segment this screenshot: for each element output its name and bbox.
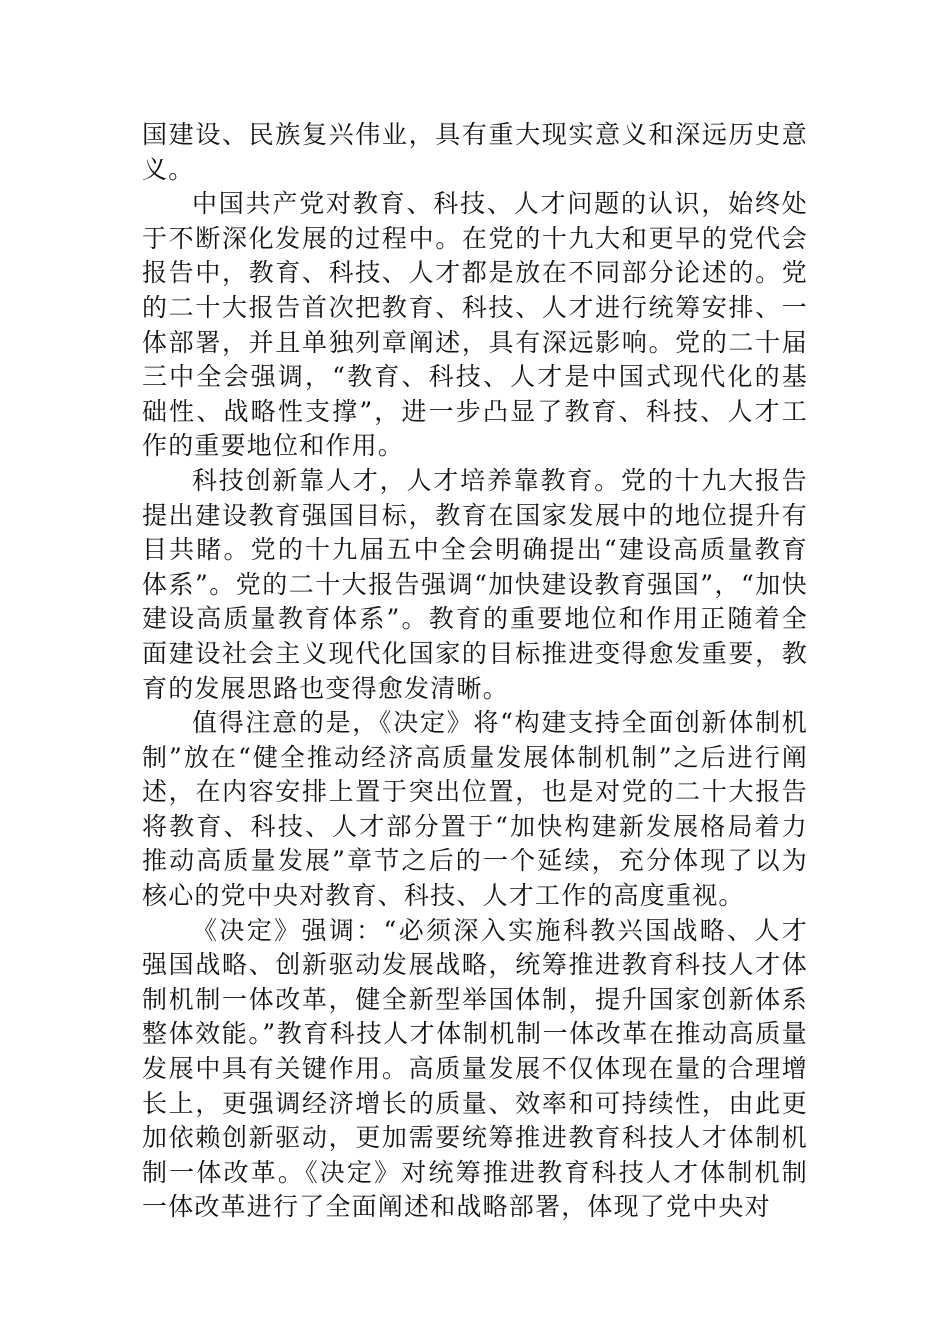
paragraph-decision-arrangement: 值得注意的是，《决定》将“构建支持全面创新体制机制”放在“健全推动经济高质量发展体制机制”之后进行阐述，在内容安排上置于突出位置，也是对党的二十大报告将教育、科技、人才部分置于“加快构建新发展格局着力推动高质量发展”章节之后的一个延续，充分体现了以为核心的党中央对教育、科技、人才工作的高度重视。 [142, 708, 808, 911]
paragraph-party-understanding: 中国共产党对教育、科技、人才问题的认识，始终处于不断深化发展的过程中。在党的十九大和更早的党代会报告中，教育、科技、人才都是放在不同部分论述的。党的二十大报告首次把教育、科技、人才进行统筹安排、一体部署，并且单独列章阐述，具有深远影响。党的二十届三中全会强调，“教育、科技、人才是中国式现代化的基础性、战略性支撑”，进一步凸显了教育、科技、人才工作的重要地位和作用。 [142, 189, 808, 461]
paragraph-education-talent: 科技创新靠人才，人才培养靠教育。党的十九大报告提出建设教育强国目标，教育在国家发展中的地位提升有目共睹。党的十九届五中全会明确提出“建设高质量教育体系”。党的二十大报告强调“加快建设教育强国”，“加快建设高质量教育体系”。教育的重要地位和作用正随着全面建设社会主义现代化国家的目标推进变得愈发重要，教育的发展思路也变得愈发清晰。 [142, 465, 808, 703]
paragraph-continuation: 国建设、民族复兴伟业，具有重大现实意义和深远历史意义。 [142, 120, 808, 184]
document-body [142, 118, 808, 1225]
paragraph-decision-emphasis: 《决定》强调：“必须深入实施科教兴国战略、人才强国战略、创新驱动发展战略，统筹推进教育科技人才体制机制一体改革，健全新型举国体制，提升国家创新体系整体效能。”教育科技人才体制机制一体改革在推动高质量发展中具有关键作用。高质量发展不仅体现在量的合理增长上，更强调经济增长的质量、效率和可持续性，由此更加依赖创新驱动，更加需要统筹推进教育科技人才体制机制一体改革。《决定》对统筹推进教育科技人才体制机制一体改革进行了全面阐述和战略部署，体现了党中央对 [142, 915, 808, 1222]
